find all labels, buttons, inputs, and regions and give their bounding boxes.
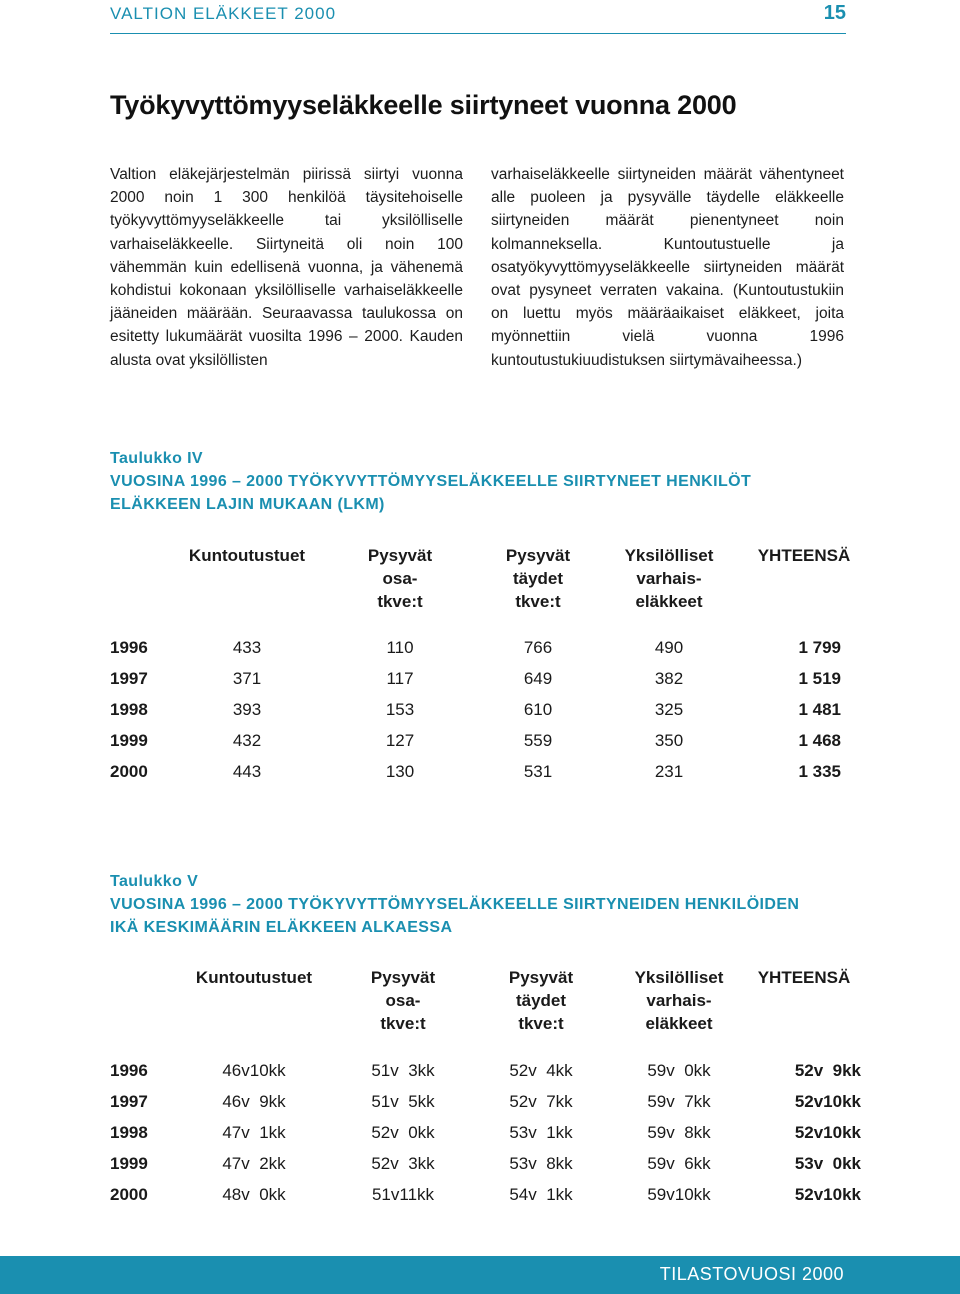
column-header-line: varhais- [636,569,702,588]
table-cell: 46v10kk [222,1061,286,1080]
row-year: 2000 [110,1185,148,1204]
table-cell: 52v10kk [794,1185,861,1204]
row-year: 1996 [110,1061,148,1080]
column-header-line: Pysyvät [505,546,571,565]
column-header [724,544,884,567]
table-cell: 325 [654,700,684,719]
row-year: 1998 [110,1123,148,1142]
column-header-line: tkve:t [518,1014,564,1033]
column-header-line: Kuntoutustuet [188,546,306,565]
column-header-line: Pysyvät [370,968,436,987]
table-v-title-line2: IKÄ KESKIMÄÄRIN ELÄKKEEN ALKAESSA [110,919,453,936]
table-iv-title-line1: VUOSINA 1996 – 2000 TYÖKYVYTTÖMYYSELÄKKEELLE SIIRTYNEET HENKILÖT [110,473,752,490]
column-header-line: Pysyvät [508,968,574,987]
column-header-line: tkve:t [380,1014,426,1033]
column-header [461,966,621,1035]
column-header-line: eläkkeet [635,592,703,611]
column-header-line: varhais- [646,991,712,1010]
row-year: 1998 [110,700,148,719]
column-header-line: YHTEENSÄ [757,968,851,987]
table-cell: 433 [232,638,262,657]
table-cell: 51v 3kk [371,1061,435,1080]
column-header-line: YHTEENSÄ [757,546,851,565]
table-cell: 1 335 [798,762,841,781]
column-header [320,544,480,613]
header-rule [110,33,846,34]
column-header-line: Yksilölliset [624,546,714,565]
table-cell: 153 [385,700,415,719]
table-cell: 52v10kk [794,1092,861,1111]
table-iv-heading [110,447,850,516]
row-year: 1997 [110,1092,148,1111]
table-cell: 559 [523,731,553,750]
table-cell: 649 [523,669,553,688]
table-cell: 443 [232,762,262,781]
column-header [323,966,483,1035]
table-cell: 766 [523,638,553,657]
table-cell: 130 [385,762,415,781]
table-iv-label: Taulukko IV [110,450,204,467]
table-cell: 52v 4kk [509,1061,573,1080]
table-cell: 48v 0kk [222,1185,286,1204]
table-cell: 117 [386,669,414,688]
table-v-label: Taulukko V [110,873,199,890]
table-cell: 1 468 [798,731,841,750]
page-title: Työkyvyttömyyseläkkeelle siirtyneet vuonna 2000 [110,90,737,120]
page-number: 15 [823,2,846,24]
column-header-line: osa- [385,991,421,1010]
table-cell: 52v 7kk [509,1092,573,1111]
column-header-line: Yksilölliset [634,968,724,987]
table-cell: 127 [385,731,415,750]
table-cell: 59v 7kk [647,1092,711,1111]
table-cell: 53v 8kk [509,1154,573,1173]
table-cell: 46v 9kk [222,1092,286,1111]
row-year: 1999 [110,731,148,750]
table-cell: 47v 2kk [222,1154,286,1173]
table-cell: 51v11kk [371,1185,435,1204]
table-cell: 54v 1kk [509,1185,573,1204]
row-year: 1999 [110,1154,148,1173]
body-text-right: varhaiseläkkeelle siirtyneiden määrät vähentyneet alle puoleen ja pysyvälle täydelle eläkkeelle siirtyneiden määrät pienentyneet noin kolmanneksella. Kuntoutustuelle ja osatyökyvyttömyyseläkkeelle siirtyneiden määrät ovat pysyneet verraten vakaina. (Kuntoutustukiin on luettu myös määräaikaiset eläkkeet, joita myönnettiin vielä vuonna 1996 kuntoutustukiuudistuksen siirtymävaiheessa.) [491,166,844,369]
table-cell: 59v 6kk [647,1154,711,1173]
table-v-heading [110,870,850,939]
column-header-line: eläkkeet [645,1014,713,1033]
table-cell: 371 [232,669,262,688]
table-cell: 350 [654,731,684,750]
body-text-left: Valtion eläkejärjestelmän piirissä siirtyi vuonna 2000 noin 1 300 henkilöä täysitehoiselle työkyvyttömyyseläkkeelle tai yksilölliselle varhaiseläkkeelle. Siirtyneitä oli noin 100 vähemmän kuin edellisenä vuonna, ja vähenemä kohdistui kokonaan yksilölliselle varhaiseläkkeelle jääneiden määrään. Seuraavassa taulukossa on esitetty lukumäärät vuosilta 1996 – 2000. Kauden alusta ovat yksilöllisten [110,166,463,369]
table-cell: 382 [654,669,684,688]
table-cell: 110 [386,638,414,657]
table-cell: 531 [523,762,553,781]
table-cell: 1 481 [798,700,841,719]
table-cell: 52v 3kk [371,1154,435,1173]
column-header [174,966,334,989]
footer-text: TILASTOVUOSI 2000 [659,1264,844,1284]
table-cell: 53v 1kk [509,1123,573,1142]
column-header [724,966,884,989]
row-year: 2000 [110,762,148,781]
table-cell: 610 [523,700,553,719]
table-cell: 52v10kk [794,1123,861,1142]
column-header-line: tkve:t [515,592,561,611]
column-header-line: täydet [512,569,564,588]
table-cell: 432 [232,731,262,750]
column-header-line: Kuntoutustuet [195,968,313,987]
table-iv-title-line2: ELÄKKEEN LAJIN MUKAAN (LKM) [110,496,385,513]
table-cell: 1 799 [798,638,841,657]
running-header-title: VALTION ELÄKKEET 2000 [110,4,337,23]
table-cell: 490 [654,638,684,657]
table-v-title-line1: VUOSINA 1996 – 2000 TYÖKYVYTTÖMYYSELÄKKEELLE SIIRTYNEIDEN HENKILÖIDEN [110,896,800,913]
row-year: 1997 [110,669,148,688]
table-cell: 1 519 [798,669,841,688]
footer-bar [0,1256,960,1294]
table-cell: 52v 0kk [371,1123,435,1142]
column-header-line: tkve:t [377,592,423,611]
column-header-line: Pysyvät [367,546,433,565]
table-cell: 51v 5kk [371,1092,435,1111]
table-cell: 393 [232,700,262,719]
row-year: 1996 [110,638,148,657]
table-cell: 59v 8kk [647,1123,711,1142]
table-cell: 59v10kk [647,1185,711,1204]
table-cell: 231 [654,762,684,781]
table-cell: 52v 9kk [794,1061,861,1080]
table-cell: 47v 1kk [222,1123,286,1142]
column-header [167,544,327,567]
column-header-line: osa- [382,569,418,588]
table-cell: 53v 0kk [794,1154,861,1173]
table-cell: 59v 0kk [647,1061,711,1080]
column-header-line: täydet [515,991,567,1010]
